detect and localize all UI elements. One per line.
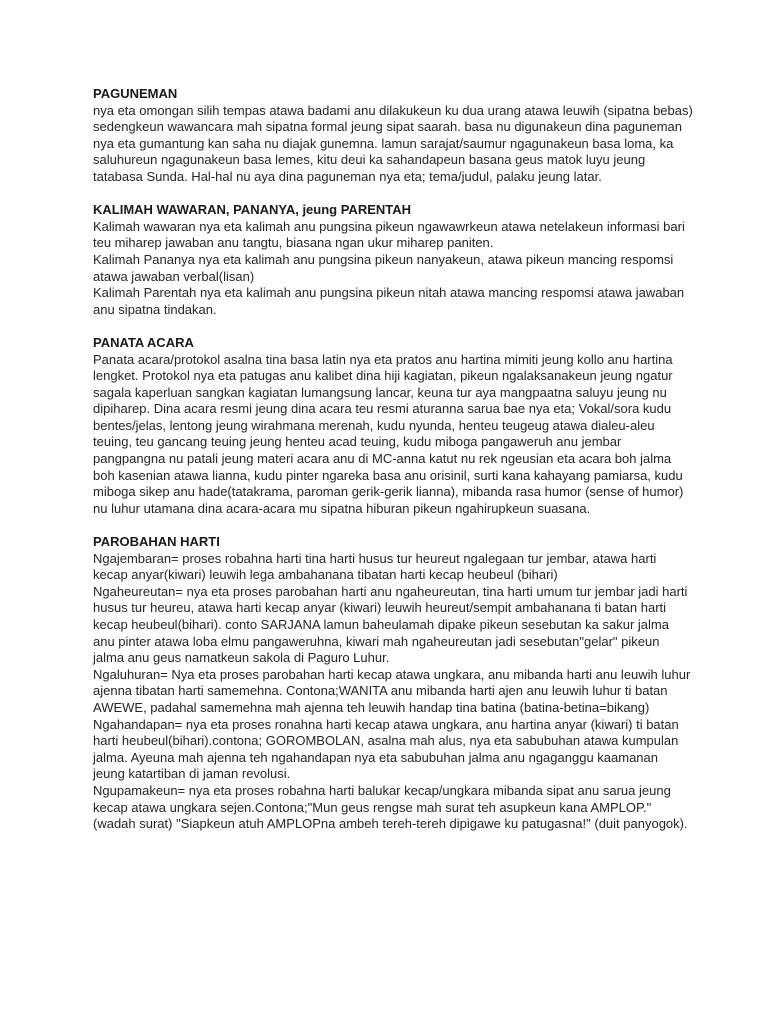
paragraph: Ngaluhuran= Nya eta proses parobahan harti kecap atawa ungkara, anu mibanda harti anu leuwih luhur ajenna tibatan harti samemehna. Contona;WANITA anu mibanda harti ajen anu leuwih luhur ti batan AWEWE, padahal samemehna mah ajenna teh leuwih handap tina batina (batina-betina=bikang) [93,666,691,715]
paragraph: Ngajembaran= proses robahna harti tina harti husus tur heureut ngalegaan tur jembar, atawa harti kecap anyar(kiwari) leuwih lega ambahanana tibatan harti kecap heubeul (bihari) [93,550,657,583]
section-panata-acara [93,335,693,518]
section-kalimah [93,202,693,318]
section-paguneman [93,86,693,186]
paragraph: Ngupamakeun= nya eta proses robahna harti balukar kecap/ungkara mibanda sipat anu sarua jeung kecap atawa ungkara sejen.Contona;"Mun geus rengse mah surat teh asupkeun kana AMPLOP."(wadah surat) "Siapkeun atuh AMPLOPna ambeh tereh-tereh dipigawe ku patugasna!" (duit panyogok). [93,782,688,832]
section-heading: PAROBAHAN HARTI [93,534,220,550]
paragraph: Ngaheureutan= nya eta proses parobahan harti anu ngaheureutan, tina harti umum tur jembar jadi harti husus tur heureu, atawa harti kecap anyar (kiwari) leuwih heureut/sempit ambahanana ti batan harti kecap heubeul(bihari). conto SARJANA lamun baheulamah dipake pikeun sesebutan ka sakur jalma anu pinter atawa loba elmu pangaweruhna, kiwari mah ngaheureutan jadi sesebutan"gelar" pikeun jalma anu geus namatkeun sakola di Paguro Luhur. [93,583,688,666]
paragraph: Panata acara/protokol asalna tina basa latin nya eta pratos anu hartina mimiti jeung kollo anu hartina lengket. Protokol nya eta patugas anu kalibet dina hiji kagiatan, pikeun ngalaksanakeun jeung ngatur sagala kaperluan sangkan kagiatan lumangsung lancar, keuna tur aya mangpaatna saluyu jeung nu dipiharep. Dina acara resmi jeung dina acara teu resmi aturanna sarua bae nya eta; Vokal/sora kudu bentes/jelas, lentong jeung wirahmana merenah, kudu nyunda, henteu teugeug atawa dialeu-aleu teuing, teu gancang teuing jeung henteu acad teuing, kudu miboga pangaweruh anu jembar pangpangna nu patali jeung materi acara anu di MC-anna katut nu rek ngeusian eta acara boh jalma boh kasenian atawa lianna, kudu pinter ngareka basa anu orisinil, surti kana kahayang pamiarsa, kudu miboga sikep anu hade(tatakrama, paroman gerik-gerik lianna), mibanda rasa humor (sense of humor) nu luhur utamana dina acara-acara mu sipatna hiburan pikeun ngahirupkeun suasana. [93,351,684,516]
paragraph: Kalimah Parentah nya eta kalimah anu pungsina pikeun nitah atawa mancing respomsi atawa jawaban anu sipatna tindakan. [93,285,685,317]
paragraph: Kalimah wawaran nya eta kalimah anu pungsina pikeun ngawawrkeun atawa netelakeun informasi bari teu miharep jawaban anu tangtu, biasana ngan ukur miharep paniten. [93,218,685,251]
paragraph: nya eta omongan silih tempas atawa badami anu dilakukeun ku dua urang atawa leuwih (sipatna bebas) sedengkeun wawancara mah sipatna formal jeung sipat saarah. basa nu digunakeun dina paguneman nya eta gumantung kan saha nu diajak gunemna. lamun sarajat/saumur ngagunakeun basa loma, ka saluhureun ngagunakeun basa lemes, kitu deui ka sahandapeun basana geus matok luyu jeung tatabasa Sunda. Hal-hal nu aya dina paguneman nya eta; tema/judul, palaku jeung latar. [93,102,693,184]
document-page [93,86,693,849]
section-heading: PAGUNEMAN [93,86,178,101]
section-heading: KALIMAH WAWARAN, PANANYA, jeung PARENTAH [93,202,412,218]
section-parobahan-harti [93,534,693,833]
paragraph: Ngahandapan= nya eta proses ronahna harti kecap atawa ungkara, anu hartina anyar (kiwari) ti batan harti heubeul(bihari).contona; GOROMBOLAN, asalna mah alus, nya eta sabubuhan atawa kumpulan jalma. Ayeuna mah ajenna teh ngahandapan nya eta sabubuhan jalma anu ngaganggu kaamanan jeung katartiban di jaman revolusi. [93,716,679,782]
paragraph: Kalimah Pananya nya eta kalimah anu pungsina pikeun nanyakeun, atawa pikeun mancing respomsi atawa jawaban verbal(lisan) [93,251,674,284]
section-heading: PANATA ACARA [93,334,194,350]
